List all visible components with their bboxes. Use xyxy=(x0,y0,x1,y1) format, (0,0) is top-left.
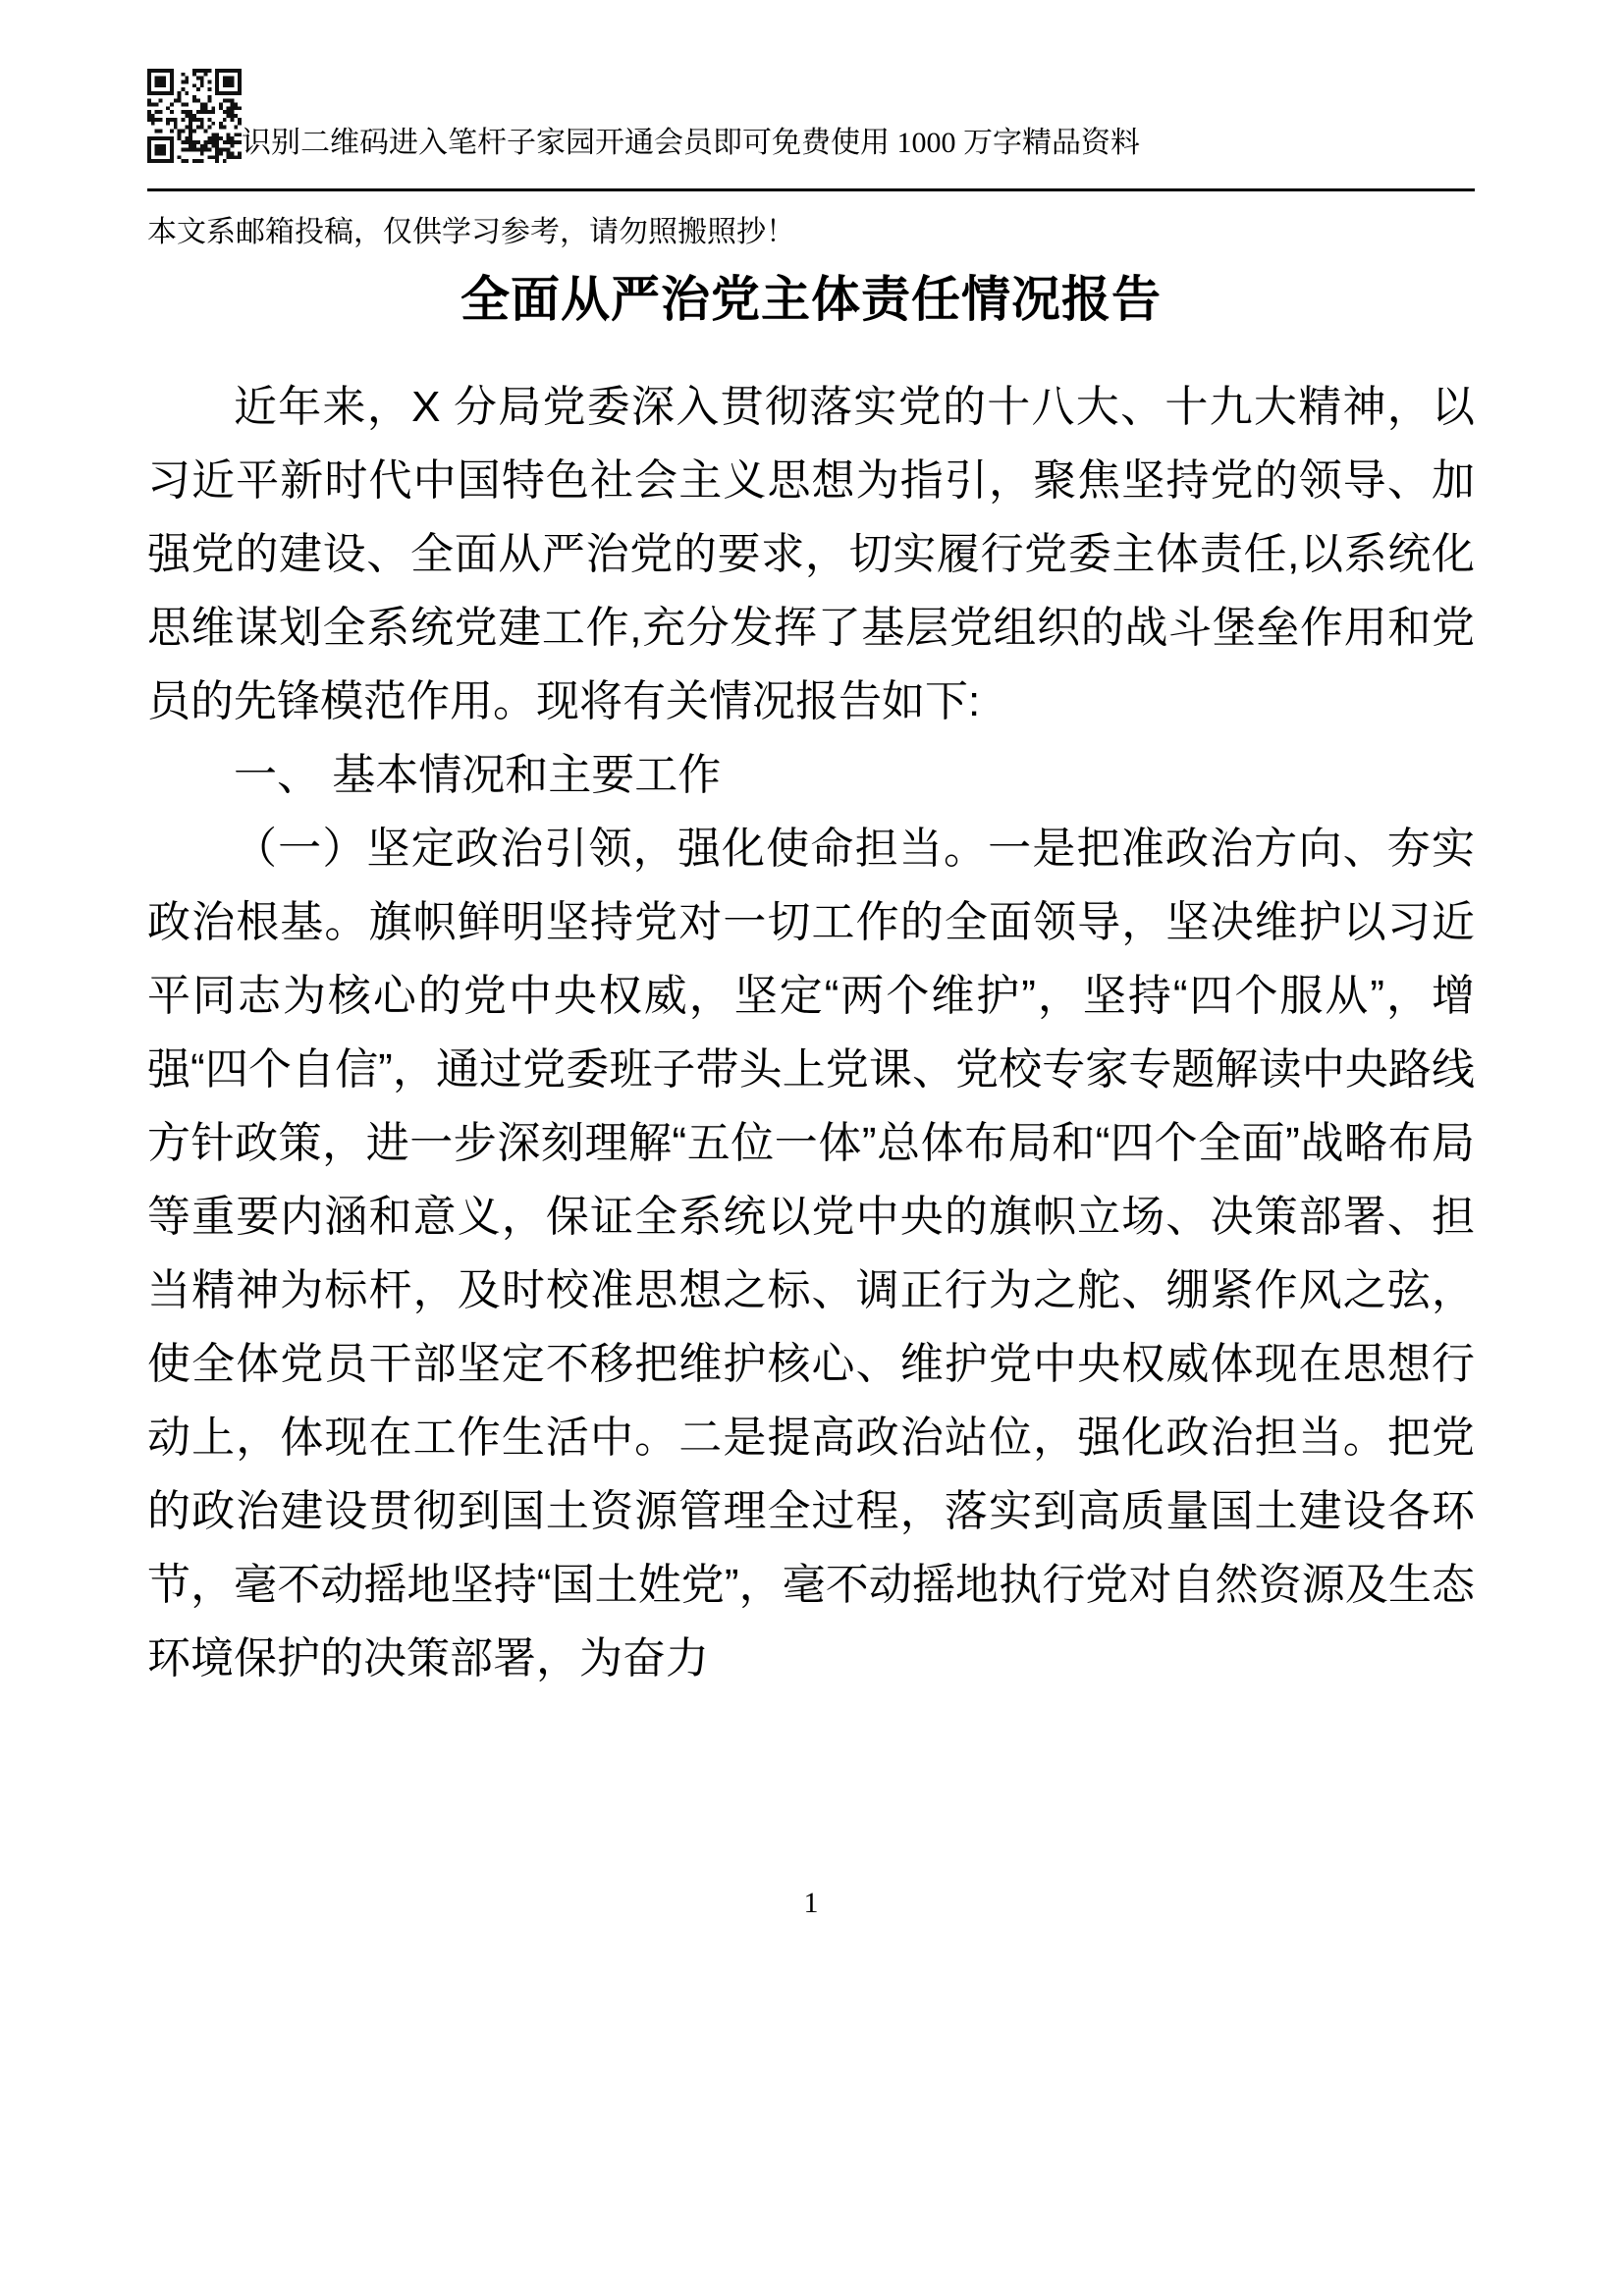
qr-code-icon xyxy=(147,69,242,163)
document-title: 全面从严治党主体责任情况报告 xyxy=(460,272,1162,327)
promo-text: 识别二维码进入笔杆子家园开通会员即可免费使用 1000 万字精品资料 xyxy=(242,126,1140,159)
promo-header xyxy=(147,69,1475,163)
header-divider xyxy=(147,188,1475,191)
disclaimer-text: 本文系邮箱投稿，仅供学习参考，请勿照搬照抄！ xyxy=(147,216,795,248)
paragraph-intro: 近年来，X 分局党委深入贯彻落实党的十八大、十九大精神，以习近平新时代中国特色社会主义思想为指引，聚焦坚持党的领导、加强党的建设、全面从严治党的要求，切实履行党委主体责任,以系统化思维谋划全系统党建工作,充分发挥了基层党组织的战斗堡垒作用和党员的先锋模范作用。现将有关情况报告如下: xyxy=(147,383,1475,725)
paragraph-section-1: （一）坚定政治引领，强化使命担当。一是把准政治方向、夯实政治根基。旗帜鲜明坚持党对一切工作的全面领导，坚决维护以习近平同志为核心的党中央权威，坚定“两个维护”，坚持“四个服从”，增强“四个自信”，通过党委班子带头上党课、党校专家专题解读中央路线方针政策，进一步深刻理解“五位一体”总体布局和“四个全面”战略布局等重要内涵和意义，保证全系统以党中央的旗帜立场、决策部署、担当精神为标杆，及时校准思想之标、调正行为之舵、绷紧作风之弦，使全体党员干部坚定不移把维护核心、维护党中央权威体现在思想行动上，体现在工作生活中。二是提高政治站位，强化政治担当。把党的政治建设贯彻到国土资源管理全过程，落实到高质量国土建设各环节，毫不动摇地坚持“国土姓党”，毫不动摇地执行党对自然资源及生态环境保护的决策部署，为奋力 xyxy=(147,825,1475,1682)
page-number: 1 xyxy=(803,1887,819,1919)
section-heading: 一、 基本情况和主要工作 xyxy=(234,751,722,799)
document-body xyxy=(147,370,1475,1695)
